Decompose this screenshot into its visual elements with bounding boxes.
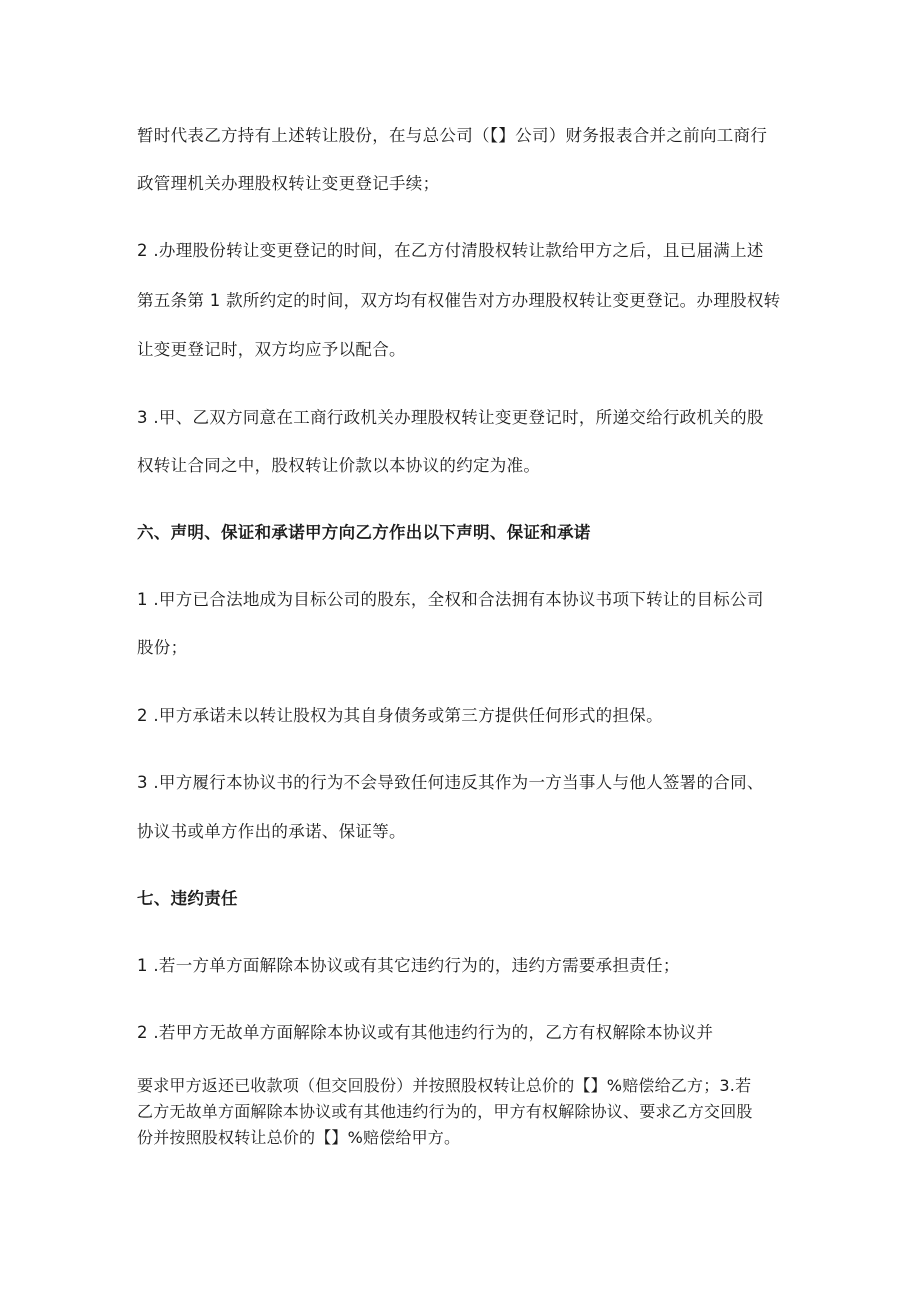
clause-3-line: 3 .甲、乙双方同意在工商行政机关办理股权转让变更登记时，所递交给行政机关的股: [137, 408, 764, 427]
section-6-heading: 六、声明、保证和承诺甲方向乙方作出以下声明、保证和承诺: [137, 523, 591, 542]
section-6-clause-3-line: 3 .甲方履行本协议书的行为不会导致任何违反其作为一方当事人与他人签署的合同、: [137, 773, 764, 792]
section-7-clause-2-line: 乙方无故单方面解除本协议或有其他违约行为的，甲方有权解除协议、要求乙方交回股: [137, 1102, 753, 1121]
section-7-clause-2-line: 要求甲方返还已收款项（但交回股份）并按照股权转让总价的【】%赔偿给乙方；3.若: [137, 1076, 752, 1095]
clause-2-line: 2 .办理股份转让变更登记的时间，在乙方付清股权转让款给甲方之后，且已届满上述: [137, 241, 764, 260]
paragraph-line: 暂时代表乙方持有上述转让股份，在与总公司（【】公司）财务报表合并之前向工商行: [137, 126, 768, 145]
section-6-clause-3-line: 协议书或单方作出的承诺、保证等。: [137, 822, 406, 841]
section-6-clause-1-line: 股份；: [137, 638, 188, 657]
section-7-clause-1-line: 1 .若一方单方面解除本协议或有其它违约行为的，违约方需要承担责任；: [137, 956, 680, 975]
clause-2-line: 第五条第 1 款所约定的时间，双方均有权催告对方办理股权转让变更登记。办理股权转: [137, 291, 781, 310]
paragraph-line: 政管理机关办理股权转让变更登记手续；: [137, 174, 440, 193]
clause-2-line: 让变更登记时，双方均应予以配合。: [137, 340, 406, 359]
clause-3-line: 权转让合同之中，股权转让价款以本协议的约定为准。: [137, 456, 541, 475]
section-7-heading: 七、违约责任: [137, 889, 238, 908]
section-7-clause-2-line: 份并按照股权转让总价的【】%赔偿给甲方。: [137, 1128, 461, 1147]
section-7-clause-2-line: 2 .若甲方无故单方面解除本协议或有其他违约行为的，乙方有权解除本协议并: [137, 1023, 714, 1042]
section-6-clause-2-line: 2 .甲方承诺未以转让股权为其自身债务或第三方提供任何形式的担保。: [137, 706, 663, 725]
section-6-clause-1-line: 1 .甲方已合法地成为目标公司的股东，全权和合法拥有本协议书项下转让的目标公司: [137, 590, 764, 609]
